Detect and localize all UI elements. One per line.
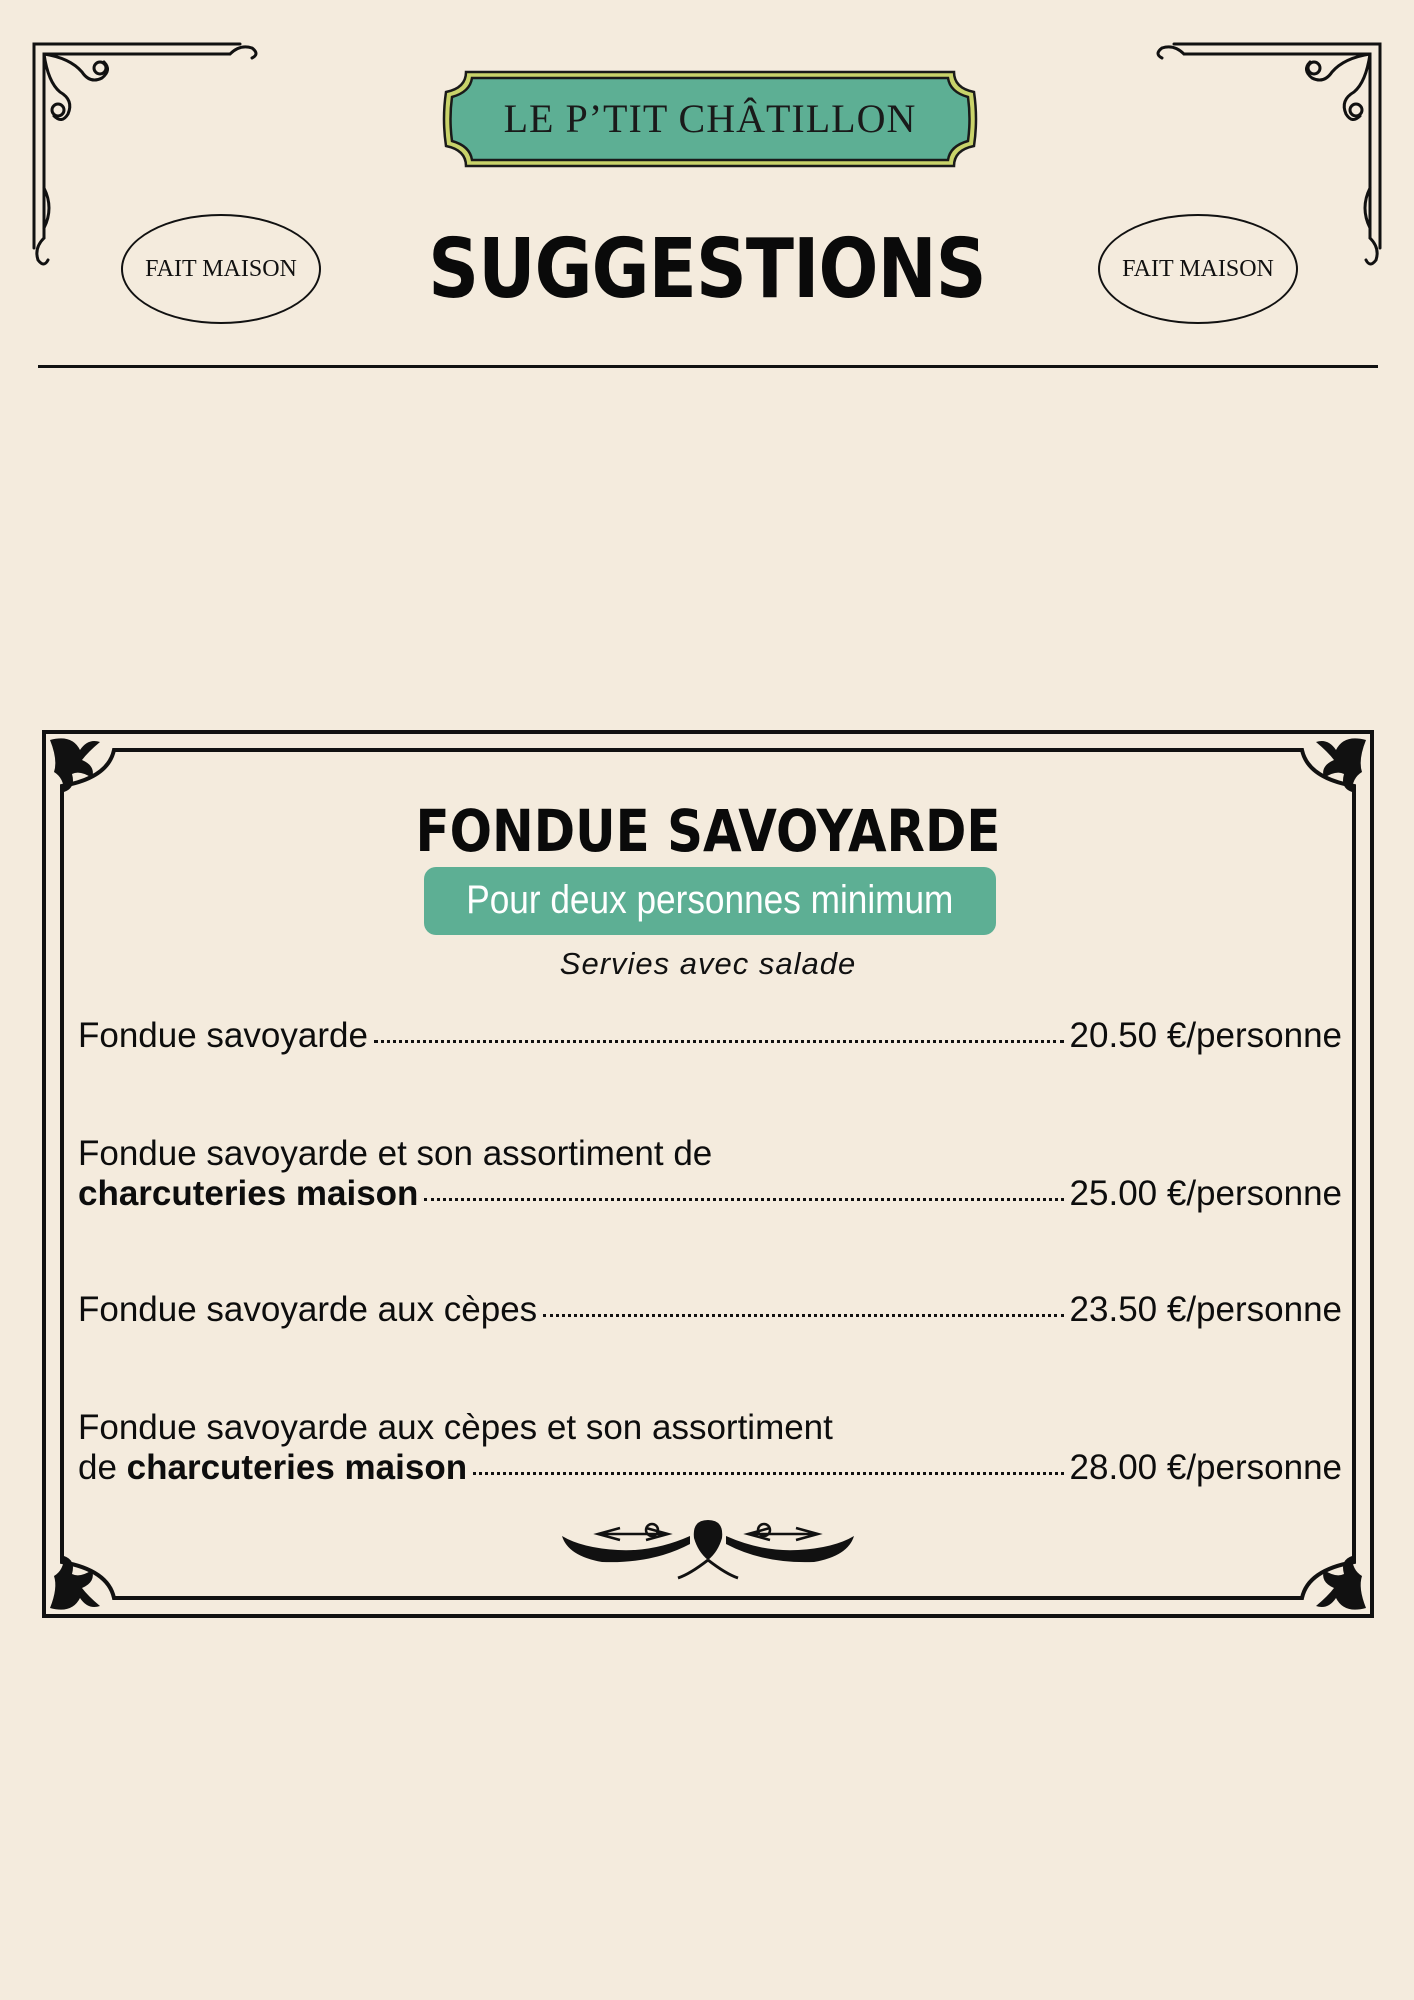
menu-item-name: de charcuteries maison	[78, 1448, 468, 1487]
menu-item-name	[78, 1174, 418, 1214]
menu-card	[42, 730, 1374, 1618]
menu-item	[78, 1134, 1342, 1214]
dot-leader	[374, 1040, 1064, 1043]
header-divider	[38, 365, 1378, 368]
menu-item-highlight: charcuteries maison	[78, 1174, 419, 1213]
menu-item-name: Fondue savoyarde	[78, 1016, 368, 1055]
bottom-ornament	[562, 1520, 854, 1578]
menu-item-price: 20.50 €/personne	[1069, 1016, 1342, 1055]
dot-leader	[473, 1472, 1063, 1475]
dot-leader	[424, 1198, 1063, 1201]
menu-item-price: 25.00 €/personne	[1069, 1174, 1342, 1213]
fait-maison-stamp-right: FAIT MAISON	[1098, 214, 1298, 324]
menu-item	[78, 1290, 1342, 1330]
menu-title: FONDUE SAVOYARDE	[415, 797, 1001, 865]
menu-item-name-line: Fondue savoyarde et son assortiment de	[78, 1134, 713, 1173]
minimum-persons-badge	[424, 867, 996, 935]
menu-item-price: 23.50 €/personne	[1069, 1290, 1342, 1329]
menu-item-price: 28.00 €/personne	[1069, 1448, 1342, 1487]
menu-subtitle: Servies avec salade	[559, 946, 857, 981]
brand-badge	[440, 70, 980, 168]
menu-item-highlight: charcuteries maison	[126, 1448, 468, 1487]
menu-item	[78, 1016, 1342, 1056]
minimum-persons-text: Pour deux personnes minimum	[466, 878, 954, 922]
menu-item-name-line: Fondue savoyarde aux cèpes et son assortiment	[78, 1408, 833, 1447]
brand-name: LE P’TIT CHÂTILLON	[503, 96, 917, 141]
menu-item	[78, 1408, 1342, 1488]
menu-item-name: Fondue savoyarde aux cèpes	[78, 1290, 538, 1329]
fait-maison-stamp-left: FAIT MAISON	[121, 214, 321, 324]
dot-leader	[543, 1314, 1063, 1317]
page-title: SUGGESTIONS	[428, 222, 986, 317]
